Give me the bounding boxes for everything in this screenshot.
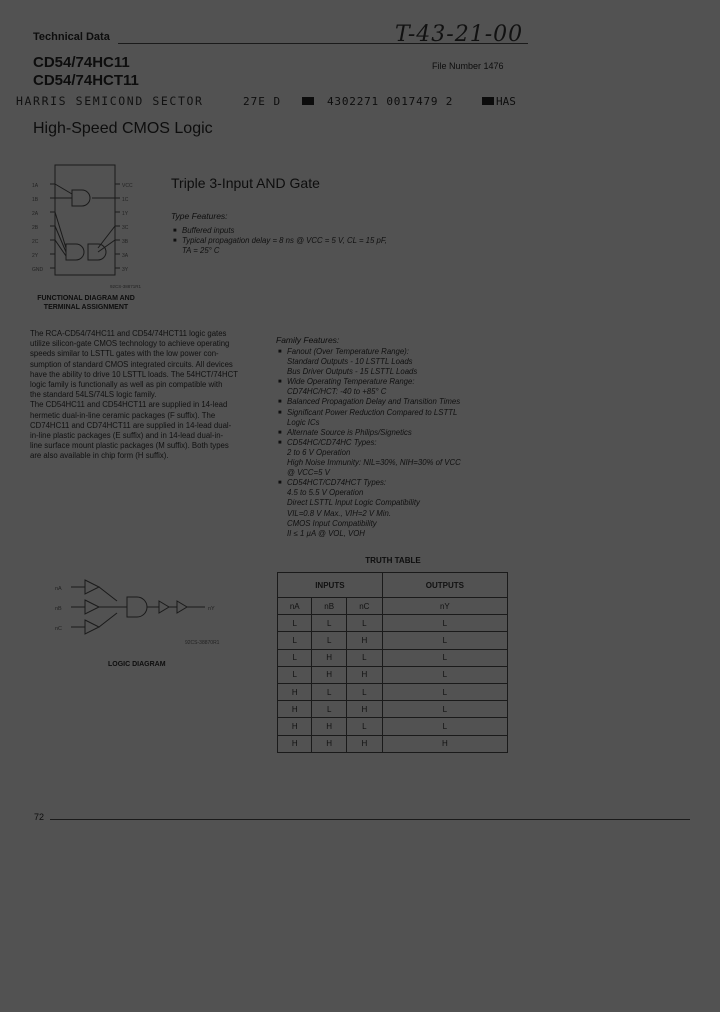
svg-text:1Y: 1Y [122,211,129,217]
table-cell: L [278,649,312,666]
table-cell: L [346,718,382,735]
table-cell: L [312,615,346,632]
table-cell: H [346,666,382,683]
table-row [278,735,508,752]
table-cell: H [278,701,312,718]
family-feature-subitem: @ VCC=5 V [287,468,330,478]
logic-input-label: nC [55,626,63,632]
family-features-heading: Family Features: [276,335,340,345]
table-cell: L [382,615,507,632]
pin-label-left: 1A [32,183,39,189]
family-feature-item: ■ Balanced Propagation Delay and Transition Times [278,397,518,407]
type-features-list [173,226,503,256]
svg-text:3A: 3A [122,253,129,259]
table-cell: L [278,615,312,632]
truth-table-title: TRUTH TABLE [365,556,421,565]
logic-diagram [55,575,255,655]
pinout-caption-2: TERMINAL ASSIGNMENT [43,304,129,311]
table-cell: H [278,735,312,752]
table-row [278,632,508,649]
barcode-mark [302,97,314,105]
table-cell: L [278,632,312,649]
table-cell: H [278,718,312,735]
page-number: 72 [34,812,45,822]
table-cell: L [346,683,382,700]
truth-table [277,572,508,753]
logic-output-label: nY [208,606,215,612]
svg-text:2A: 2A [32,211,39,217]
family-feature-item: ■ Wide Operating Temperature Range: [278,377,518,387]
family-features-list [278,347,518,539]
svg-text:2Y: 2Y [32,253,39,259]
table-cell: L [312,683,346,700]
table-row [278,649,508,666]
logic-ref-code: 92CS-38870R1 [185,640,220,646]
svg-text:2C: 2C [32,239,39,245]
table-cell: H [312,718,346,735]
svg-text:2B: 2B [32,225,39,231]
logic-diagram-caption: LOGIC DIAGRAM [108,661,166,668]
footer-rule [50,819,690,820]
family-feature-subitem: High Noise Immunity: NIL=30%, NIH=30% of VCC [287,458,461,468]
table-cell: L [382,701,507,718]
family-feature-subitem: Standard Outputs - 10 LSTTL Loads [287,357,413,367]
table-row [278,701,508,718]
col-header: nC [346,598,382,615]
family-feature-subitem: 4.5 to 5.5 V Operation [287,488,364,498]
table-cell: H [312,735,346,752]
family-feature-subitem: VIL=0.8 V Max., VIH=2 V Min. [287,508,392,518]
pinout-caption-1: FUNCTIONAL DIAGRAM AND [37,295,135,302]
table-cell: L [382,649,507,666]
svg-text:92CS-38871R1: 92CS-38871R1 [110,284,142,289]
svg-text:GND: GND [32,267,44,273]
table-row [278,683,508,700]
svg-text:1B: 1B [32,197,39,203]
table-cell: L [382,683,507,700]
svg-text:3C: 3C [122,225,129,231]
part-number-hc: CD54/74HC11 [33,54,130,71]
part-number-hct: CD54/74HCT11 [33,72,139,89]
family-feature-item: ■ CD54HC/CD74HC Types: [278,438,518,448]
table-cell: L [382,632,507,649]
col-header: nA [278,598,312,615]
technical-data-label: Technical Data [33,31,110,43]
table-cell: L [312,632,346,649]
code-27e: 27E D [243,95,282,108]
family-feature-item: ■ Significant Power Reduction Compared to LSTTL [278,408,518,418]
family-feature-item: ■ CD54HCT/CD74HCT Types: [278,478,518,488]
table-cell: L [346,615,382,632]
family-feature-subitem: 2 to 6 V Operation [287,447,351,457]
family-feature-subitem: CMOS Input Compatibility [287,518,377,528]
table-cell: H [346,735,382,752]
inputs-header: INPUTS [278,573,383,598]
table-row [278,615,508,632]
type-features-heading: Type Features: [171,211,228,221]
table-cell: L [312,701,346,718]
family-feature-subitem: Bus Driver Outputs - 15 LSTTL Loads [287,367,418,377]
description-text: The RCA-CD54/74HC11 and CD54/74HCT11 logic gates utilize silicon-gate CMOS technology to achieve operating speeds similar to LSTTL gates with the low power con- sumption of standard CMOS integrated circuits. All devices have the ability to drive 10 LSTTL loads. The 54HCT/74HCT logic family is functionally as well as pin compatible with the standard 54LS/74LS logic family. The CD54HC11 and CD54HCT11 are supplied in 14-lead hermetic dual-in-line ceramic packages (F suffix). The CD74HC11 and CD74HCT11 are supplied in 14-lead dual- in-line plastic packages (E suffix) and in 14-lead dual-in- line surface mount plastic packages (M suffix). Both types are also available in chip form (H suffix). [30,329,239,461]
barcode-text: 4302271 0017479 2 [327,95,454,108]
svg-text:VCC: VCC [122,183,133,189]
handwritten-code: T-43-21-00 [395,22,524,47]
svg-text:3B: 3B [122,239,129,245]
file-number: File Number 1476 [432,61,504,71]
col-header: nB [312,598,346,615]
table-cell: H [346,701,382,718]
table-cell: L [346,649,382,666]
family-feature-item: ■ Fanout (Over Temperature Range): [278,347,518,357]
svg-text:3Y: 3Y [122,267,129,273]
logic-input-label: nA [55,586,62,592]
family-feature-item: ■ Alternate Source is Philips/Signetics [278,428,518,438]
sector-line: HARRIS SEMICOND SECTOR [16,94,204,108]
col-header: nY [382,598,507,615]
pinout-diagram [30,162,142,292]
logic-input-label: nB [55,606,62,612]
table-cell: L [382,666,507,683]
has-code: HAS [496,95,516,108]
section-title: High-Speed CMOS Logic [33,120,213,137]
type-feature-item: ■ Typical propagation delay = 8 ns @ VCC = 5 V, CL = 15 pF, [173,236,503,246]
type-feature-item: ■ Buffered inputs [173,226,503,236]
family-feature-subitem: Direct LSTTL Input Logic Compatibility [287,498,420,508]
table-cell: H [312,666,346,683]
table-row [278,718,508,735]
outputs-header: OUTPUTS [382,573,507,598]
table-cell: L [382,718,507,735]
family-feature-subitem: CD74HC/HCT: -40 to +85° C [287,387,387,397]
table-cell: H [382,735,507,752]
type-feature-continuation: TA = 25° C [182,246,220,256]
table-cell: H [312,649,346,666]
table-row [278,666,508,683]
barcode-mark-2 [482,97,494,105]
table-cell: H [346,632,382,649]
table-cell: L [278,666,312,683]
device-title: Triple 3-Input AND Gate [171,175,320,191]
family-feature-subitem: Logic ICs [287,417,320,427]
svg-text:1C: 1C [122,197,129,203]
table-cell: H [278,683,312,700]
family-feature-subitem: II ≤ 1 µA @ VOL, VOH [287,528,365,538]
